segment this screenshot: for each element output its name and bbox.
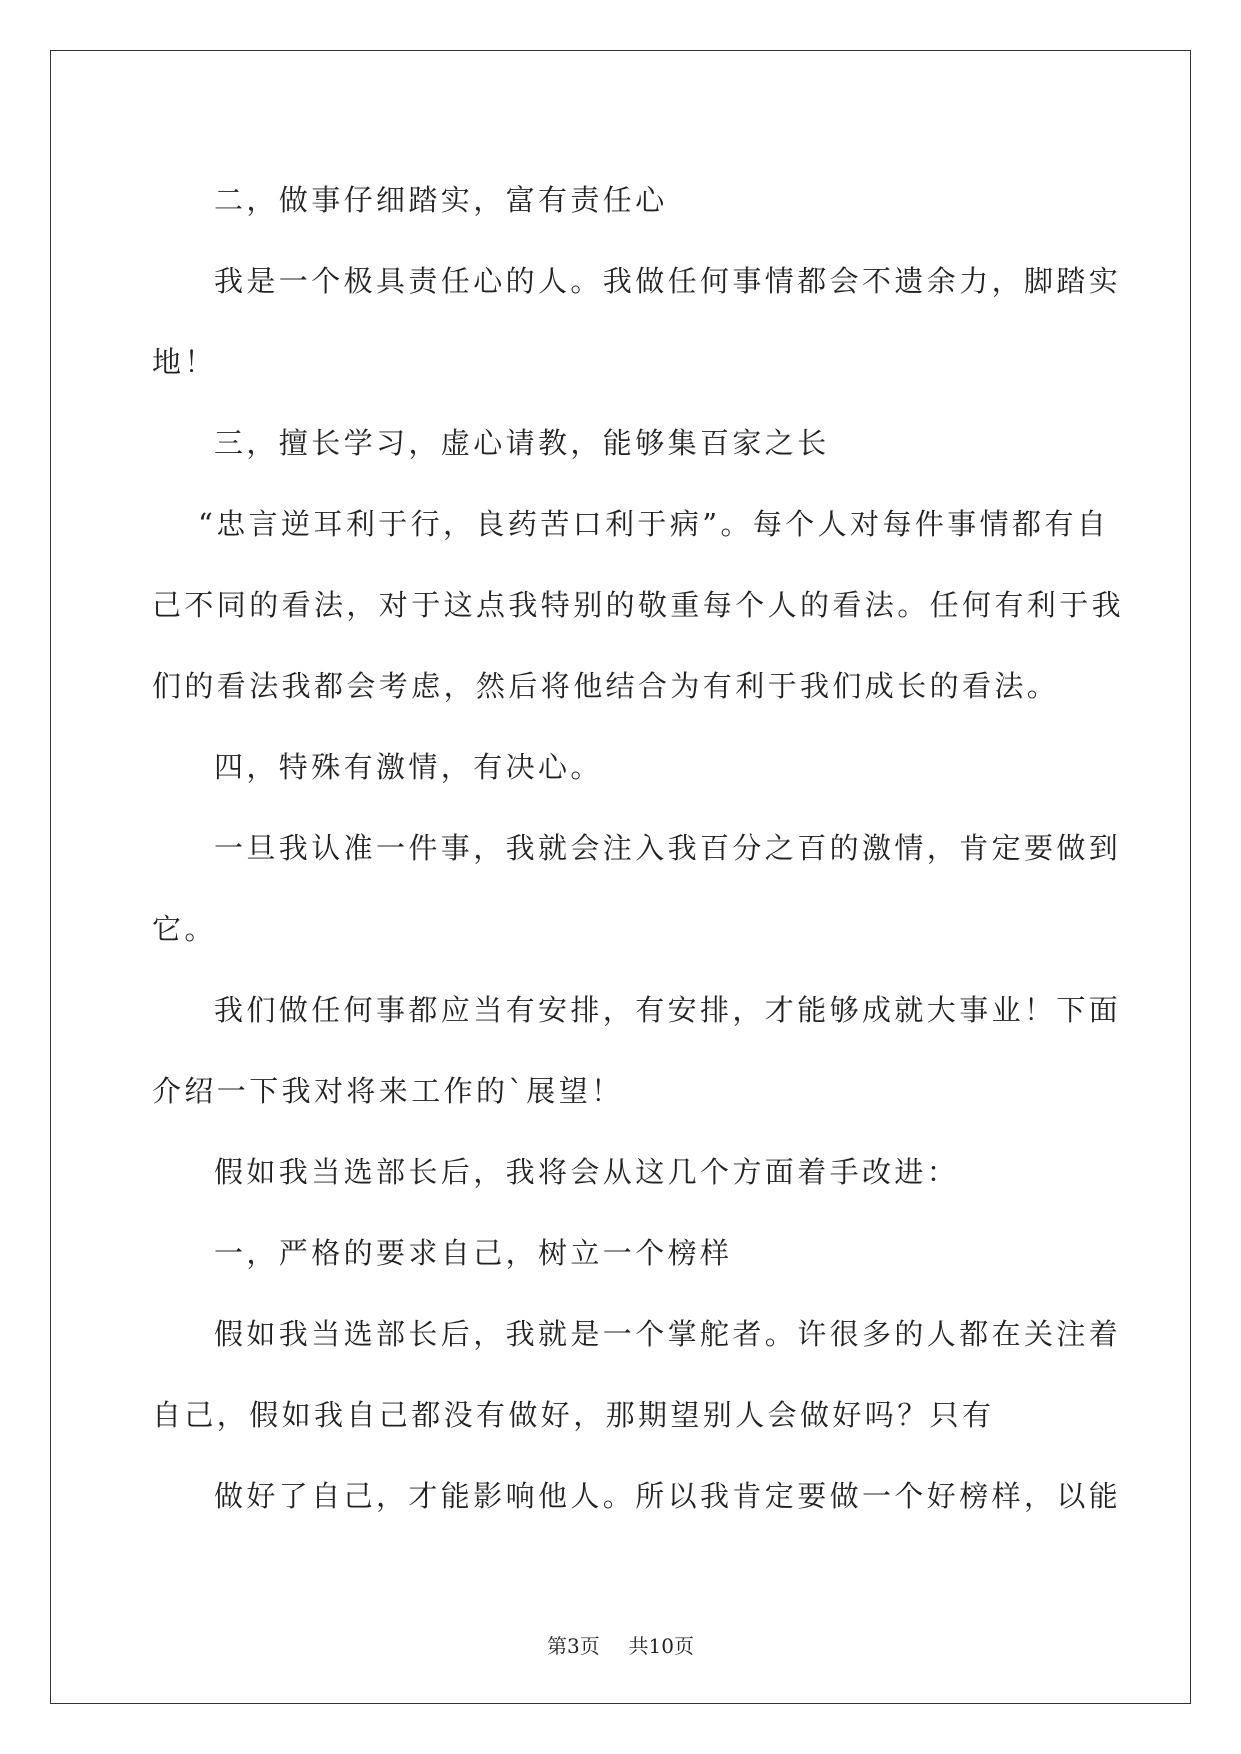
- text-line: 一，严格的要求自己，树立一个榜样: [214, 1236, 733, 1270]
- text-line: 我们做任何事都应当有安排，有安排，才能够成就大事业！下面: [214, 993, 1122, 1027]
- text-line: 做好了自己，才能影响他人。所以我肯定要做一个好榜样，以能: [214, 1479, 1122, 1513]
- text-line: 它。: [152, 912, 217, 946]
- text-line: 三，擅长学习，虚心请教，能够集百家之长: [214, 426, 830, 460]
- text-line: 二，做事仔细踏实，富有责任心: [214, 183, 668, 217]
- page-total: 共10页: [628, 1634, 694, 1658]
- text-line: 假如我当选部长后，我将会从这几个方面着手改进：: [214, 1155, 960, 1189]
- document-body: [152, 160, 1125, 1537]
- text-line: 一旦我认准一件事，我就会注入我百分之百的激情，肯定要做到: [214, 831, 1122, 865]
- text-line: 四，特殊有激情，有决心。: [214, 750, 603, 784]
- text-line: 假如我当选部长后，我就是一个掌舵者。许很多的人都在关注着: [214, 1317, 1122, 1351]
- page-footer: [0, 1630, 1241, 1659]
- text-line: 们的看法我都会考虑，然后将他结合为有利于我们成长的看法。: [152, 669, 1060, 703]
- text-line: “忠言逆耳利于行，良药苦口利于病”。每个人对每件事情都有自: [198, 507, 1110, 541]
- text-line: 我是一个极具责任心的人。我做任何事情都会不遗余力，脚踏实: [214, 264, 1122, 298]
- text-line: 己不同的看法，对于这点我特别的敬重每个人的看法。任何有利于我: [152, 588, 1125, 622]
- text-line: 介绍一下我对将来工作的`展望！: [152, 1074, 624, 1108]
- text-line: 地！: [152, 345, 217, 379]
- page-number: 第3页: [547, 1634, 600, 1658]
- text-line: 自己，假如我自己都没有做好，那期望别人会做好吗？只有: [152, 1398, 995, 1432]
